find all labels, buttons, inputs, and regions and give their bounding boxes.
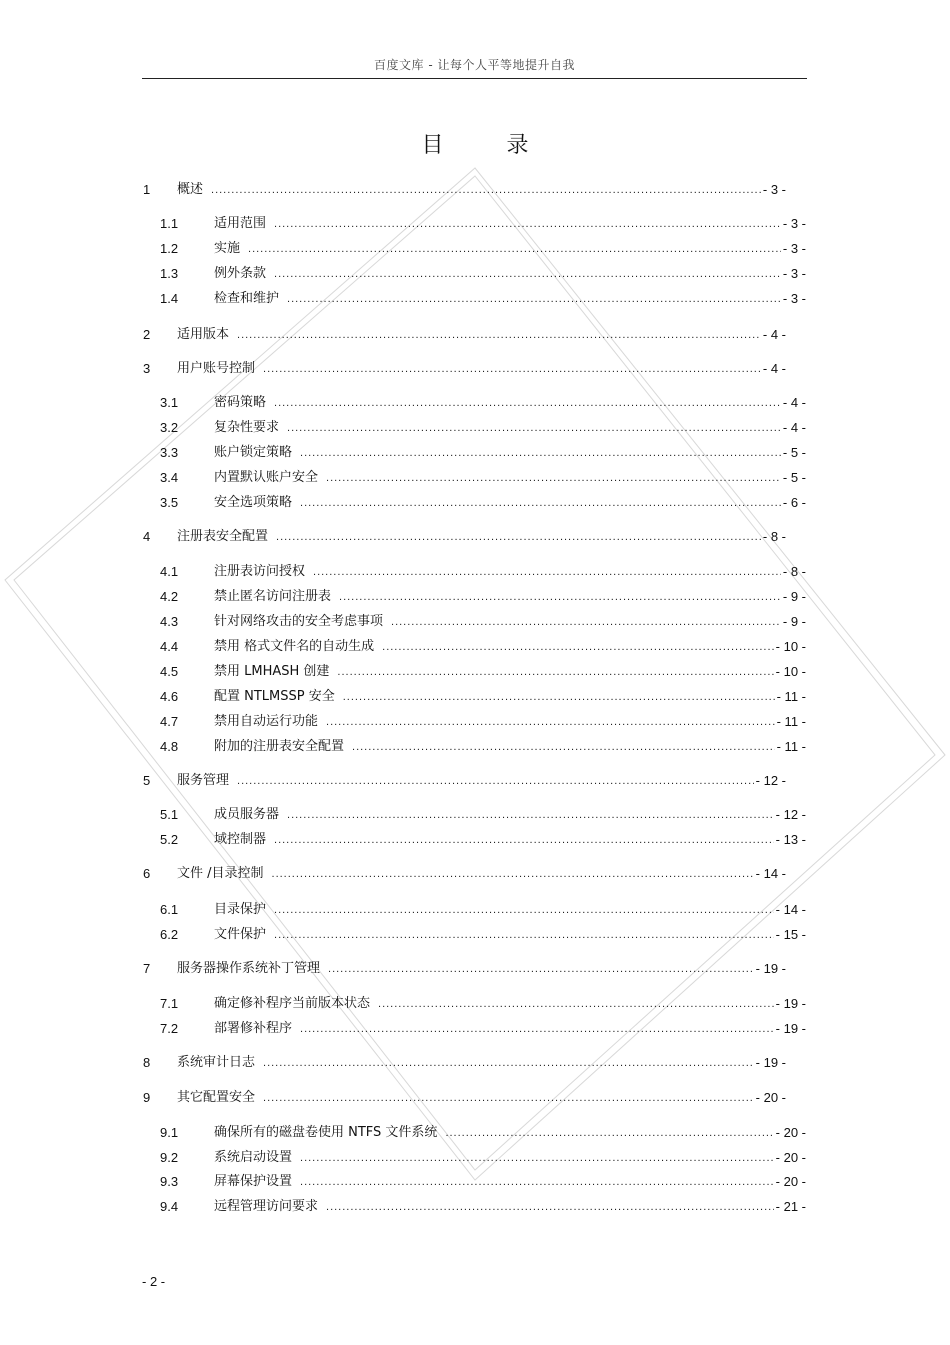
toc-entry-number: 7.2 [160,1021,179,1036]
toc-entry-title: 禁用 格式文件名的自动生成 [214,639,375,654]
toc-entry-page: - 9 - [782,589,806,604]
toc-entry-number: 7.1 [160,996,179,1011]
toc-entry-number: 3.1 [160,395,179,410]
toc-entry-title: 概述 [177,182,204,197]
toc-entry-page: - 3 - [762,182,786,197]
toc-entry[interactable] [143,772,786,790]
toc-entry-title: 实施 [214,241,241,256]
toc-entry-page: - 20 - [775,1125,806,1140]
toc-entry-page: - 19 - [755,1055,786,1070]
toc-leader-dots [274,926,774,944]
toc-entry-title: 用户账号控制 [177,361,256,376]
toc-entry-title: 域控制器 [214,832,267,847]
toc-entry-number: 4.4 [160,639,179,654]
toc-leader-dots [313,563,781,581]
toc-leader-dots [445,1124,773,1142]
toc-entry-title: 适用范围 [214,216,267,231]
toc-entry-number: 3.2 [160,420,179,435]
toc-entry-page: - 4 - [782,420,806,435]
toc-entry[interactable] [160,394,806,412]
toc-entry-page: - 6 - [782,495,806,510]
toc-entry-page: - 3 - [782,266,806,281]
toc-entry-page: - 19 - [775,996,806,1011]
toc-entry-page: - 11 - [776,739,806,754]
toc-entry[interactable] [160,419,806,437]
toc-entry-title: 其它配置安全 [177,1090,256,1105]
toc-entry-page: - 10 - [775,639,806,654]
toc-leader-dots [211,181,761,199]
toc-entry-title: 屏幕保护设置 [214,1174,293,1189]
toc-leader-dots [300,1149,774,1167]
toc-leader-dots [237,772,754,790]
toc-entry-title: 内置默认账户安全 [214,470,319,485]
toc-leader-dots [382,638,774,656]
toc-entry-number: 1.3 [160,266,179,281]
footer-page-number: - 2 - [142,1274,166,1289]
toc-entry[interactable] [160,469,806,487]
toc-entry-title: 禁用自动运行功能 [214,714,319,729]
toc-entry-number: 3.4 [160,470,179,485]
toc-entry[interactable] [160,663,806,681]
toc-leader-dots [337,663,773,681]
toc-entry-page: - 14 - [755,866,786,881]
toc-entry-title: 配置 NTLMSSP 安全 [214,689,335,704]
toc-entry-number: 9.2 [160,1150,179,1165]
toc-entry-number: 3.3 [160,445,179,460]
page-header: 百度文库 - 让每个人平等地提升自我 [142,56,807,79]
toc-entry-title: 适用版本 [177,327,230,342]
toc-entry-title: 禁用 LMHASH 创建 [214,664,330,679]
toc-entry[interactable] [160,926,806,944]
toc-entry-title: 目录保护 [214,902,267,917]
toc-entry[interactable] [160,901,806,919]
toc-entry-page: - 19 - [775,1021,806,1036]
toc-leader-dots [272,865,754,883]
toc-entry[interactable] [143,326,786,344]
toc-entry-number: 4.2 [160,589,179,604]
toc-leader-dots [300,1020,774,1038]
toc-entry[interactable] [143,1089,786,1107]
toc-entry-page: - 20 - [755,1090,786,1105]
toc-leader-dots [391,613,781,631]
toc-leader-dots [287,419,781,437]
toc-leader-dots [378,995,774,1013]
toc-entry-title: 确定修补程序当前版本状态 [214,996,371,1011]
toc-entry-number: 4.6 [160,689,179,704]
toc-entry-title: 系统审计日志 [177,1055,256,1070]
toc-entry-page: - 9 - [782,614,806,629]
toc-entry-title: 成员服务器 [214,807,280,822]
toc-leader-dots [287,290,781,308]
toc-entry-page: - 13 - [775,832,806,847]
toc-entry-number: 9.3 [160,1174,179,1189]
toc-entry-number: 2 [143,327,151,342]
toc-entry-number: 6.2 [160,927,179,942]
toc-leader-dots [352,738,775,756]
toc-entry-page: - 12 - [775,807,806,822]
toc-entry-title: 确保所有的磁盘卷使用 NTFS 文件系统 [214,1125,438,1140]
toc-entry-page: - 11 - [776,714,806,729]
toc-entry-page: - 5 - [782,445,806,460]
toc-entry-page: - 4 - [782,395,806,410]
toc-leader-dots [326,469,781,487]
toc-entry-title: 复杂性要求 [214,420,280,435]
toc-entry-title: 系统启动设置 [214,1150,293,1165]
toc-entry-page: - 20 - [775,1150,806,1165]
toc-entry-title: 安全选项策略 [214,495,293,510]
toc-leader-dots [274,265,781,283]
toc-entry-number: 1.2 [160,241,179,256]
toc-entry-number: 1 [143,182,151,197]
toc-entry-number: 3 [143,361,151,376]
toc-entry-number: 3.5 [160,495,179,510]
toc-entry-page: - 21 - [775,1199,806,1214]
toc-leader-dots [263,360,761,378]
toc-entry-title: 禁止匿名访问注册表 [214,589,332,604]
toc-entry-title: 远程管理访问要求 [214,1199,319,1214]
toc-entry-title: 密码策略 [214,395,267,410]
toc-entry-title: 注册表访问授权 [214,564,306,579]
toc-leader-dots [343,688,775,706]
toc-entry-title: 针对网络攻击的安全考虑事项 [214,614,384,629]
toc-leader-dots [300,494,781,512]
toc-entry-title: 账户锁定策略 [214,445,293,460]
toc-entry-number: 5.1 [160,807,179,822]
toc-leader-dots [274,215,781,233]
toc-entry-page: - 15 - [775,927,806,942]
toc-entry-number: 4.3 [160,614,179,629]
toc-leader-dots [300,444,781,462]
toc-entry[interactable] [160,1173,806,1191]
toc-leader-dots [326,713,775,731]
toc-leader-dots [326,1198,774,1216]
toc-entry-number: 9.1 [160,1125,179,1140]
toc-entry[interactable] [143,1054,786,1072]
toc-entry[interactable] [160,494,806,512]
toc-entry[interactable] [160,1124,806,1142]
toc-leader-dots [248,240,781,258]
toc-entry-title: 部署修补程序 [214,1021,293,1036]
toc-entry-page: - 14 - [775,902,806,917]
toc-entry[interactable] [160,688,806,706]
toc-entry[interactable] [160,215,806,233]
toc-entry[interactable] [160,444,806,462]
toc-entry-page: - 8 - [782,564,806,579]
toc-entry[interactable] [160,638,806,656]
toc-entry-number: 4.7 [160,714,179,729]
toc-entry[interactable] [143,865,786,883]
toc-entry-page: - 4 - [762,361,786,376]
toc-leader-dots [300,1173,774,1191]
toc-entry-page: - 19 - [755,961,786,976]
toc-entry-page: - 12 - [755,773,786,788]
toc-entry-title: 服务管理 [177,773,230,788]
toc-entry-page: - 11 - [776,689,806,704]
toc-entry[interactable] [160,1149,806,1167]
toc-entry[interactable] [160,1198,806,1216]
toc-entry-number: 4.1 [160,564,179,579]
toc-entry-title: 文件 /目录控制 [177,866,264,881]
toc-entry-number: 4 [143,529,151,544]
toc-entry-number: 5 [143,773,151,788]
toc-entry-number: 6.1 [160,902,179,917]
toc-leader-dots [276,528,761,546]
toc-entry-number: 4.5 [160,664,179,679]
toc-entry[interactable] [160,1020,806,1038]
toc-entry[interactable] [160,290,806,308]
toc-entry-number: 9 [143,1090,151,1105]
toc-leader-dots [287,806,774,824]
toc-entry[interactable] [160,265,806,283]
toc-entry-page: - 8 - [762,529,786,544]
toc-leader-dots [237,326,761,344]
toc-entry[interactable] [143,528,786,546]
toc-entry-number: 6 [143,866,151,881]
toc-entry-number: 9.4 [160,1199,179,1214]
toc-entry[interactable] [160,738,806,756]
toc-entry[interactable] [160,995,806,1013]
toc-entry-page: - 10 - [775,664,806,679]
toc-entry-page: - 5 - [782,470,806,485]
toc-leader-dots [274,394,781,412]
toc-entry-title: 注册表安全配置 [177,529,269,544]
toc-leader-dots [263,1089,754,1107]
toc-entry[interactable] [143,960,786,978]
toc-leader-dots [328,960,754,978]
toc-entry-page: - 3 - [782,216,806,231]
toc-entry-number: 5.2 [160,832,179,847]
toc-entry-title: 服务器操作系统补丁管理 [177,961,321,976]
toc-entry[interactable] [160,713,806,731]
toc-entry-number: 8 [143,1055,151,1070]
toc-entry-number: 4.8 [160,739,179,754]
toc-entry[interactable] [160,588,806,606]
toc-leader-dots [274,831,774,849]
toc-entry[interactable] [160,613,806,631]
toc-entry-page: - 3 - [782,291,806,306]
toc-leader-dots [263,1054,754,1072]
toc-entry-page: - 20 - [775,1174,806,1189]
toc-leader-dots [339,588,781,606]
toc-entry[interactable] [160,831,806,849]
toc-entry[interactable] [160,240,806,258]
toc-entry-title: 例外条款 [214,266,267,281]
toc-entry[interactable] [143,181,786,199]
toc-entry-number: 1.1 [160,216,179,231]
document-title: 目 录 [421,133,557,158]
toc-entry[interactable] [143,360,786,378]
toc-entry-number: 1.4 [160,291,179,306]
toc-entry-title: 文件保护 [214,927,267,942]
toc-entry-number: 7 [143,961,151,976]
toc-entry-page: - 3 - [782,241,806,256]
toc-leader-dots [274,901,774,919]
toc-entry-title: 检查和维护 [214,291,280,306]
toc-entry-page: - 4 - [762,327,786,342]
toc-entry-title: 附加的注册表安全配置 [214,739,345,754]
toc-entry[interactable] [160,806,806,824]
toc-entry[interactable] [160,563,806,581]
